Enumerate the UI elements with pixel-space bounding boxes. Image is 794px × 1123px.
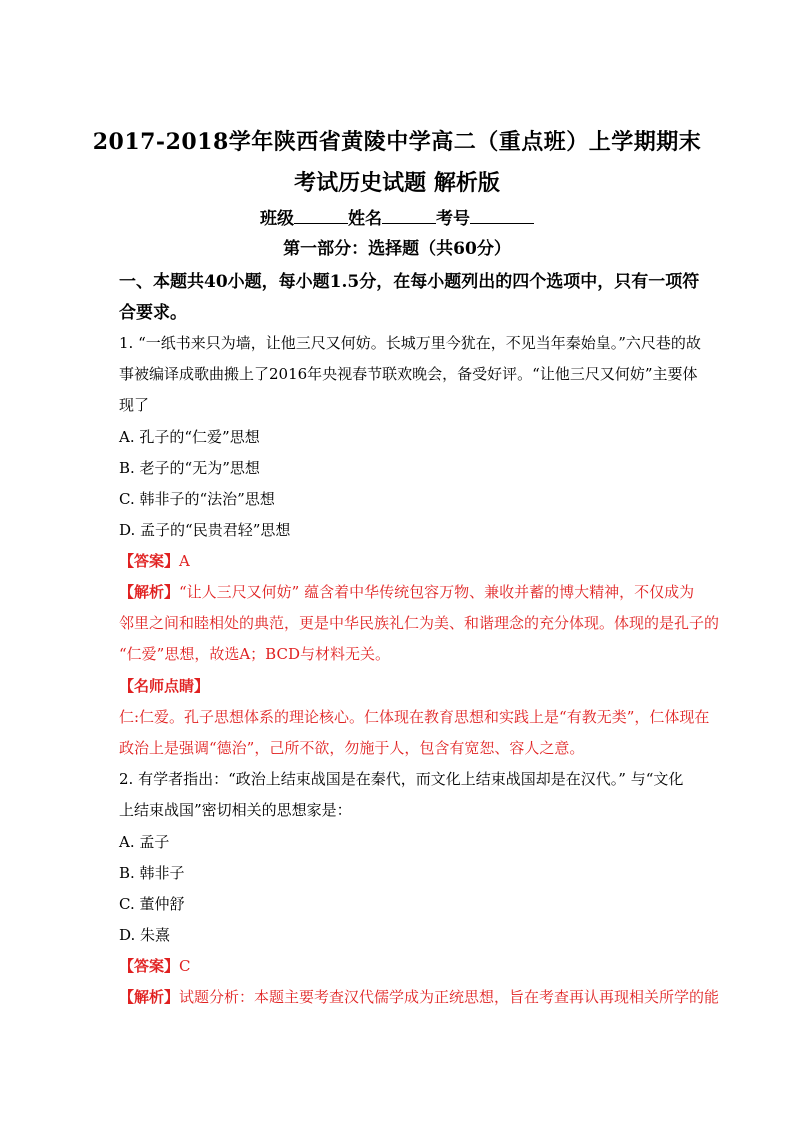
q2-answer [119, 955, 191, 976]
document-title-line1: 2017-2018学年陕西省黄陵中学高二（重点班）上学期期末 [92, 129, 702, 155]
instruction-line2: 合要求。 [119, 303, 187, 323]
q2-analysis-line1 [119, 986, 719, 1007]
q2-option-a: A. 孟子 [119, 833, 170, 851]
q1-answer [119, 550, 190, 571]
q2-analysis-text1: 试题分析：本题主要考查汉代儒学成为正统思想，旨在考查再认再现相关所学的能 [179, 988, 720, 1006]
q2-option-c: C. 董仲舒 [119, 895, 185, 913]
q1-option-d: D. 孟子的“民贵君轻”思想 [119, 521, 291, 539]
q1-answer-value: A [179, 552, 190, 570]
q2-option-b: B. 韩非子 [119, 864, 185, 882]
number-blank [470, 207, 534, 224]
q1-teacher-line1: 仁:仁爱。孔子思想体系的理论核心。仁体现在教育思想和实践上是“有教无类”，仁体现在 [119, 708, 710, 726]
q1-analysis-label: 【解析】 [119, 583, 180, 601]
number-label: 考号 [436, 209, 470, 229]
student-info-line [0, 204, 794, 229]
q2-stem-line2: 上结束战国”密切相关的思想家是： [119, 801, 352, 819]
q1-analysis-text1: “让人三尺又何妨” 蕴含着中华传统包容万物、兼收并蓄的博大精神，不仅成为 [179, 583, 695, 601]
name-label: 姓名 [348, 209, 382, 229]
q1-analysis-line1 [119, 581, 694, 602]
section-title: 第一部分：选择题（共60分） [283, 239, 511, 259]
q1-answer-label: 【答案】 [119, 552, 180, 570]
instruction-line1: 一、本题共40小题，每小题1.5分，在每小题列出的四个选项中，只有一项符 [119, 272, 700, 292]
q2-option-d: D. 朱熹 [119, 926, 171, 944]
class-blank [294, 207, 348, 224]
q1-option-b: B. 老子的“无为”思想 [119, 459, 260, 477]
q1-analysis-line3: “仁爱”思想，故选A；BCD与材料无关。 [119, 645, 390, 663]
q1-option-a: A. 孔子的“仁爱”思想 [119, 428, 260, 446]
document-title-line2: 考试历史试题 解析版 [294, 170, 500, 196]
name-blank [382, 207, 436, 224]
q1-teacher-line2: 政治上是强调“德治”，己所不欲，勿施于人，包含有宽恕、容人之意。 [119, 739, 585, 757]
q2-analysis-label: 【解析】 [119, 988, 180, 1006]
q2-answer-value: C [179, 957, 191, 975]
q1-stem-line2: 事被编译成歌曲搬上了2016年央视春节联欢晚会，备受好评。“让他三尺又何妨”主要体 [119, 365, 698, 383]
q1-teacher-label: 【名师点睛】 [119, 677, 210, 695]
q2-stem-line1: 2. 有学者指出：“政治上结束战国是在秦代，而文化上结束战国却是在汉代。” 与“文化 [119, 770, 684, 788]
q1-option-c: C. 韩非子的“法治”思想 [119, 490, 275, 508]
class-label: 班级 [260, 209, 294, 229]
q1-analysis-line2: 邻里之间和睦相处的典范，更是中华民族礼仁为美、和谐理念的充分体现。体现的是孔子的 [119, 614, 720, 632]
q1-stem-line3: 现了 [119, 396, 150, 414]
q1-stem-line1: 1. “一纸书来只为墙，让他三尺又何妨。长城万里今犹在，不见当年秦始皇。”六尺巷的故 [119, 334, 701, 352]
q2-answer-label: 【答案】 [119, 957, 180, 975]
